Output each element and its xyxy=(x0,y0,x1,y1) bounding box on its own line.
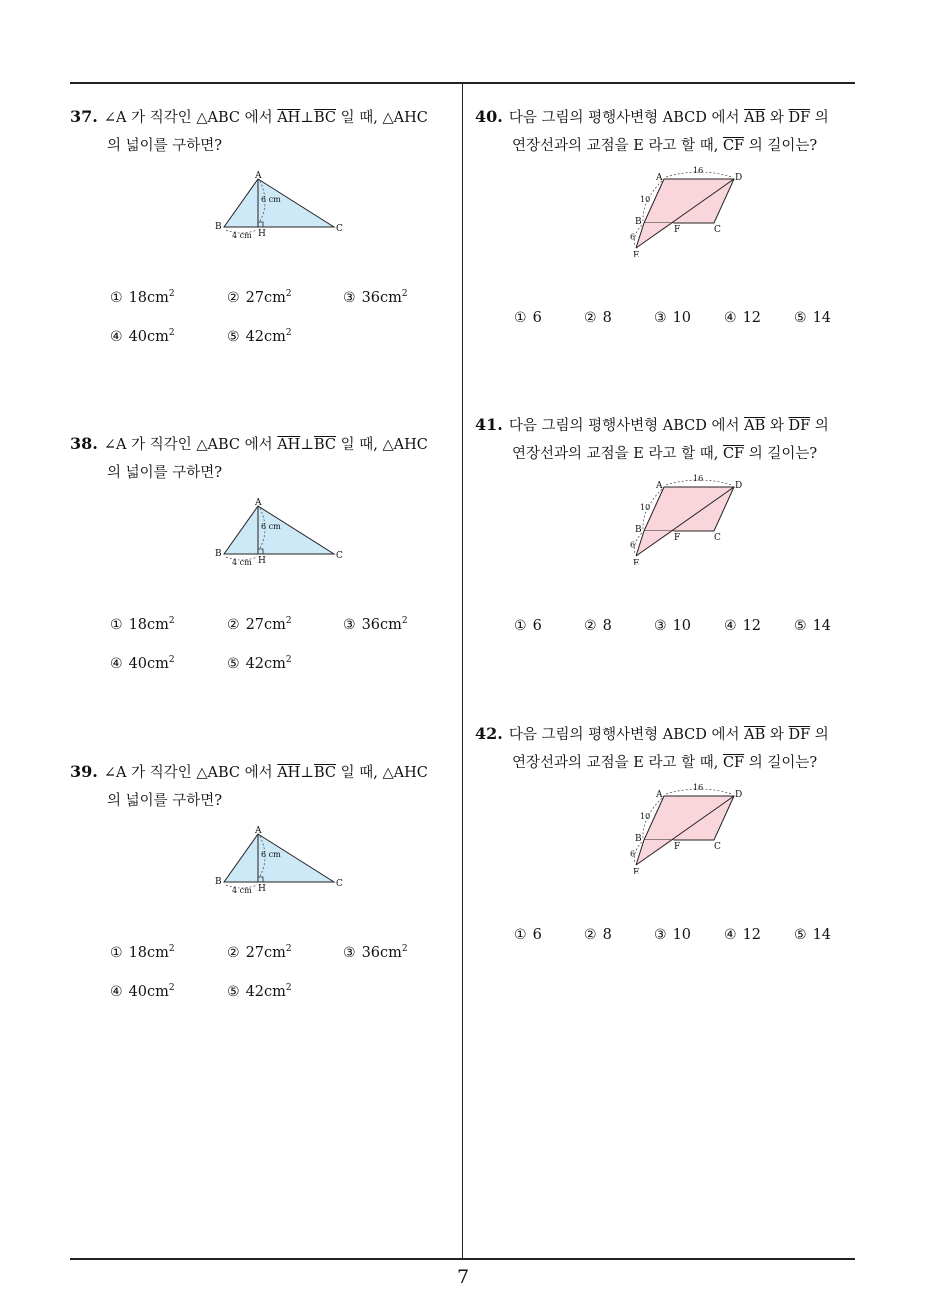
vertex-label-c: C xyxy=(336,879,343,889)
question-line-2 xyxy=(70,459,460,487)
vertex-label-a: A xyxy=(656,481,663,491)
question-number: 38. xyxy=(70,434,98,453)
segment-ab: $\overline{AB}$ xyxy=(744,727,766,743)
extension-length-label: 6 xyxy=(630,540,636,550)
foot-label-h: H xyxy=(258,556,266,566)
choice-marker: ② xyxy=(584,927,597,943)
choice-value: 42cm xyxy=(245,656,286,672)
vertex-label-c: C xyxy=(714,225,721,235)
choice-value: 6 xyxy=(532,927,542,943)
answer-choice-1[interactable] xyxy=(514,927,542,943)
segment-ah: $\overline{AH}$ xyxy=(277,765,301,781)
question-text: 일 때, △AHC xyxy=(336,110,428,126)
question-text: 의 길이는? xyxy=(744,446,818,462)
problem-41 xyxy=(475,411,865,468)
choice-marker: ③ xyxy=(343,945,356,961)
choice-exponent: 2 xyxy=(285,983,292,993)
question-line-1 xyxy=(475,720,865,749)
choice-value: 27cm xyxy=(245,617,286,633)
vertex-label-b: B xyxy=(635,217,642,227)
answer-choice-3[interactable] xyxy=(343,944,408,961)
perpendicular-symbol: ⊥ xyxy=(300,765,314,781)
side-length-label: 10 xyxy=(640,812,651,821)
point-label-e: E xyxy=(633,868,640,874)
answer-choice-1[interactable] xyxy=(110,289,175,306)
question-text: 일 때, △AHC xyxy=(336,765,428,781)
question-text: 의 xyxy=(810,418,829,434)
question-text: 와 xyxy=(765,110,789,126)
foot-label-h: H xyxy=(258,884,266,894)
question-number: 37. xyxy=(70,107,98,126)
choice-marker: ④ xyxy=(724,618,737,634)
choice-exponent: 2 xyxy=(168,655,175,665)
parallelogram-abcd xyxy=(644,487,734,531)
choice-value: 36cm xyxy=(361,617,402,633)
choice-value: 36cm xyxy=(361,290,402,306)
vertex-label-b: B xyxy=(215,222,222,232)
vertex-label-a: A xyxy=(255,498,262,508)
choice-value: 40cm xyxy=(128,656,169,672)
choice-marker: ⑤ xyxy=(794,618,807,634)
problem-39 xyxy=(70,758,460,815)
choice-value: 14 xyxy=(812,618,832,634)
question-text: 의 넓이를 구하면? xyxy=(107,793,223,809)
choice-value: 10 xyxy=(672,618,692,634)
answer-choice-2[interactable] xyxy=(584,310,612,326)
segment-bc: $\overline{BC}$ xyxy=(313,765,336,781)
answer-choice-5[interactable] xyxy=(227,328,292,345)
problem-40 xyxy=(475,103,865,160)
height-label: 6 cm xyxy=(261,195,281,204)
question-text: 다음 그림의 평행사변형 ABCD 에서 xyxy=(508,110,745,126)
top-length-label: 16 xyxy=(693,783,704,792)
question-text: 연장선과의 교점을 E 라고 할 때, xyxy=(512,755,723,771)
choice-marker: ① xyxy=(514,927,527,943)
vertex-label-c: C xyxy=(336,551,343,561)
choice-marker: ③ xyxy=(654,927,667,943)
answer-choice-1[interactable] xyxy=(110,944,175,961)
answer-choice-1[interactable] xyxy=(514,310,542,326)
answer-choice-5[interactable] xyxy=(794,618,831,634)
answer-choice-5[interactable] xyxy=(794,927,831,943)
segment-bc: $\overline{BC}$ xyxy=(313,437,336,453)
choice-value: 10 xyxy=(672,310,692,326)
choice-exponent: 2 xyxy=(285,944,292,954)
right-triangle-figure xyxy=(212,169,352,241)
problem-42 xyxy=(475,720,865,777)
vertex-label-d: D xyxy=(735,790,743,800)
base-label: 4 cm xyxy=(232,558,252,567)
problem-37 xyxy=(70,103,460,160)
choice-exponent: 2 xyxy=(401,289,408,299)
question-number: 42. xyxy=(475,724,503,743)
question-line-2 xyxy=(475,132,865,160)
choice-marker: ⑤ xyxy=(794,927,807,943)
question-text: 일 때, △AHC xyxy=(336,437,428,453)
point-label-f: F xyxy=(674,225,681,235)
question-line-1 xyxy=(475,103,865,132)
answer-choice-5[interactable] xyxy=(227,983,292,1000)
choice-marker: ④ xyxy=(110,329,123,345)
choice-value: 40cm xyxy=(128,329,169,345)
choice-exponent: 2 xyxy=(168,616,175,626)
column-divider xyxy=(462,83,463,1259)
answer-choice-1[interactable] xyxy=(514,618,542,634)
vertex-label-b: B xyxy=(215,877,222,887)
extension-length-label: 6 xyxy=(630,232,636,242)
choice-value: 27cm xyxy=(245,945,286,961)
question-line-1 xyxy=(70,103,460,132)
perpendicular-symbol: ⊥ xyxy=(300,110,314,126)
vertex-label-b: B xyxy=(635,525,642,535)
side-length-label: 10 xyxy=(640,195,651,204)
answer-choice-2[interactable] xyxy=(584,927,612,943)
choice-marker: ③ xyxy=(654,310,667,326)
segment-df: $\overline{DF}$ xyxy=(788,727,811,743)
choice-exponent: 2 xyxy=(168,944,175,954)
answer-choice-4[interactable] xyxy=(724,927,761,943)
choice-marker: ⑤ xyxy=(227,329,240,345)
choice-marker: ② xyxy=(584,618,597,634)
choice-value: 42cm xyxy=(245,329,286,345)
vertex-label-c: C xyxy=(714,842,721,852)
choice-marker: ② xyxy=(584,310,597,326)
choice-marker: ① xyxy=(514,618,527,634)
choice-value: 36cm xyxy=(361,945,402,961)
question-text: 다음 그림의 평행사변형 ABCD 에서 xyxy=(508,727,745,743)
choice-marker: ① xyxy=(110,617,123,633)
parallelogram-abcd xyxy=(644,796,734,840)
side-length-label: 10 xyxy=(640,503,651,512)
height-label: 6 cm xyxy=(261,522,281,531)
answer-choice-3[interactable] xyxy=(343,289,408,306)
choice-marker: ② xyxy=(227,290,240,306)
point-label-e: E xyxy=(633,251,640,257)
page-number: 7 xyxy=(456,1266,470,1288)
answer-choice-3[interactable] xyxy=(343,616,408,633)
foot-label-h: H xyxy=(258,229,266,239)
segment-df: $\overline{DF}$ xyxy=(788,110,811,126)
vertex-label-c: C xyxy=(336,224,343,234)
answer-choice-3[interactable] xyxy=(654,310,691,326)
segment-ah: $\overline{AH}$ xyxy=(277,437,301,453)
question-text: 의 xyxy=(810,110,829,126)
choice-marker: ③ xyxy=(654,618,667,634)
choice-exponent: 2 xyxy=(285,289,292,299)
answer-choice-2[interactable] xyxy=(227,289,292,306)
answer-choice-3[interactable] xyxy=(654,927,691,943)
choice-value: 14 xyxy=(812,310,832,326)
choice-marker: ① xyxy=(110,290,123,306)
parallelogram-abcd xyxy=(644,179,734,223)
question-text: 의 xyxy=(810,727,829,743)
choice-value: 27cm xyxy=(245,290,286,306)
choice-value: 18cm xyxy=(128,290,169,306)
question-number: 40. xyxy=(475,107,503,126)
vertex-label-a: A xyxy=(656,173,663,183)
question-text: 연장선과의 교점을 E 라고 할 때, xyxy=(512,138,723,154)
question-text: 다음 그림의 평행사변형 ABCD 에서 xyxy=(508,418,745,434)
choice-value: 6 xyxy=(532,618,542,634)
choice-marker: ④ xyxy=(110,984,123,1000)
bottom-rule xyxy=(70,1258,855,1260)
segment-ab: $\overline{AB}$ xyxy=(744,418,766,434)
question-line-2 xyxy=(70,132,460,160)
question-text: ∠A 가 직각인 △ABC 에서 xyxy=(103,765,278,781)
vertex-label-a: A xyxy=(656,790,663,800)
choice-exponent: 2 xyxy=(401,616,408,626)
question-text: ∠A 가 직각인 △ABC 에서 xyxy=(103,110,278,126)
choice-value: 18cm xyxy=(128,617,169,633)
question-number: 39. xyxy=(70,762,98,781)
choice-exponent: 2 xyxy=(168,289,175,299)
choice-marker: ⑤ xyxy=(227,984,240,1000)
problem-38 xyxy=(70,430,460,487)
answer-choice-5[interactable] xyxy=(227,655,292,672)
choice-value: 14 xyxy=(812,927,832,943)
answer-choice-4[interactable] xyxy=(110,328,175,345)
parallelogram-figure xyxy=(626,782,756,874)
vertex-label-c: C xyxy=(714,533,721,543)
choice-value: 12 xyxy=(742,927,762,943)
choice-value: 10 xyxy=(672,927,692,943)
vertex-label-d: D xyxy=(735,173,743,183)
choice-marker: ④ xyxy=(724,310,737,326)
point-label-f: F xyxy=(674,533,681,543)
choice-exponent: 2 xyxy=(285,328,292,338)
vertex-label-d: D xyxy=(735,481,743,491)
parallelogram-figure xyxy=(626,165,756,257)
choice-value: 18cm xyxy=(128,945,169,961)
question-text: 의 넓이를 구하면? xyxy=(107,138,223,154)
choice-marker: ② xyxy=(227,945,240,961)
vertex-label-b: B xyxy=(635,834,642,844)
choice-marker: ⑤ xyxy=(794,310,807,326)
answer-choice-5[interactable] xyxy=(794,310,831,326)
extension-length-label: 6 xyxy=(630,849,636,859)
question-text: 와 xyxy=(765,727,789,743)
answer-choice-2[interactable] xyxy=(227,616,292,633)
answer-choice-4[interactable] xyxy=(110,655,175,672)
parallelogram-figure xyxy=(626,473,756,565)
question-text: 의 길이는? xyxy=(744,755,818,771)
question-line-2 xyxy=(475,749,865,777)
choice-marker: ① xyxy=(514,310,527,326)
point-label-e: E xyxy=(633,559,640,565)
segment-cf: $\overline{CF}$ xyxy=(722,446,745,462)
choice-value: 42cm xyxy=(245,984,286,1000)
base-label: 4 cm xyxy=(232,886,252,895)
choice-exponent: 2 xyxy=(401,944,408,954)
right-triangle-figure xyxy=(212,824,352,896)
choice-marker: ③ xyxy=(343,290,356,306)
question-line-1 xyxy=(70,758,460,787)
segment-df: $\overline{DF}$ xyxy=(788,418,811,434)
question-text: 와 xyxy=(765,418,789,434)
question-line-1 xyxy=(70,430,460,459)
segment-cf: $\overline{CF}$ xyxy=(722,138,745,154)
question-text: 연장선과의 교점을 E 라고 할 때, xyxy=(512,446,723,462)
question-line-1 xyxy=(475,411,865,440)
choice-exponent: 2 xyxy=(168,983,175,993)
answer-choice-4[interactable] xyxy=(724,618,761,634)
top-length-label: 16 xyxy=(693,166,704,175)
choice-value: 40cm xyxy=(128,984,169,1000)
segment-bc: $\overline{BC}$ xyxy=(313,110,336,126)
height-label: 6 cm xyxy=(261,850,281,859)
question-number: 41. xyxy=(475,415,503,434)
segment-ab: $\overline{AB}$ xyxy=(744,110,766,126)
top-length-label: 16 xyxy=(693,474,704,483)
answer-choice-2[interactable] xyxy=(227,944,292,961)
choice-marker: ② xyxy=(227,617,240,633)
answer-choice-3[interactable] xyxy=(654,618,691,634)
choice-exponent: 2 xyxy=(285,655,292,665)
question-text: 의 길이는? xyxy=(744,138,818,154)
segment-ah: $\overline{AH}$ xyxy=(277,110,301,126)
vertex-label-b: B xyxy=(215,549,222,559)
choice-value: 12 xyxy=(742,310,762,326)
question-line-2 xyxy=(475,440,865,468)
choice-value: 8 xyxy=(602,927,612,943)
choice-marker: ④ xyxy=(724,927,737,943)
answer-choice-2[interactable] xyxy=(584,618,612,634)
question-line-2 xyxy=(70,787,460,815)
choice-value: 8 xyxy=(602,310,612,326)
point-label-f: F xyxy=(674,842,681,852)
question-text: 의 넓이를 구하면? xyxy=(107,465,223,481)
choice-marker: ④ xyxy=(110,656,123,672)
segment-cf: $\overline{CF}$ xyxy=(722,755,745,771)
answer-choice-4[interactable] xyxy=(724,310,761,326)
vertex-label-a: A xyxy=(255,826,262,836)
choice-marker: ③ xyxy=(343,617,356,633)
question-text: ∠A 가 직각인 △ABC 에서 xyxy=(103,437,278,453)
choice-value: 12 xyxy=(742,618,762,634)
answer-choice-1[interactable] xyxy=(110,616,175,633)
choice-value: 8 xyxy=(602,618,612,634)
vertex-label-a: A xyxy=(255,171,262,181)
choice-value: 6 xyxy=(532,310,542,326)
perpendicular-symbol: ⊥ xyxy=(300,437,314,453)
answer-choice-4[interactable] xyxy=(110,983,175,1000)
choice-exponent: 2 xyxy=(285,616,292,626)
base-label: 4 cm xyxy=(232,231,252,240)
choice-marker: ⑤ xyxy=(227,656,240,672)
choice-marker: ① xyxy=(110,945,123,961)
choice-exponent: 2 xyxy=(168,328,175,338)
right-triangle-figure xyxy=(212,496,352,568)
